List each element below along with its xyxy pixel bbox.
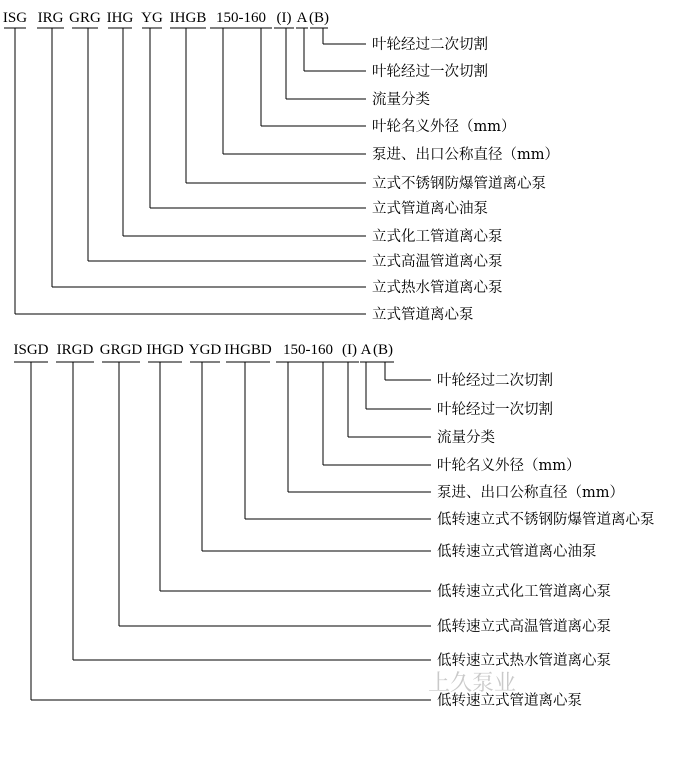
description-0-10: 立式管道离心泵 <box>372 307 474 323</box>
description-0-7: 立式化工管道离心泵 <box>372 229 503 245</box>
description-1-1: 叶轮经过一次切割 <box>437 402 553 418</box>
code-label-0-0: ISG <box>2 10 28 26</box>
watermark: 上久泵业 <box>428 671 517 696</box>
code-label-1-9: (B) <box>373 342 393 358</box>
code-label-0-5: IHGB <box>169 10 207 26</box>
description-0-6: 立式管道离心油泵 <box>372 201 488 217</box>
description-1-0: 叶轮经过二次切割 <box>437 373 553 389</box>
code-label-0-3: IHG <box>106 10 134 26</box>
code-label-1-7: (I) <box>342 342 357 358</box>
description-0-9: 立式热水管道离心泵 <box>372 280 503 296</box>
code-label-1-8: A <box>360 342 372 358</box>
code-label-1-3: IHGD <box>146 342 184 358</box>
description-0-5: 立式不锈钢防爆管道离心泵 <box>372 176 546 192</box>
code-label-0-9: (B) <box>309 10 329 26</box>
description-1-5: 低转速立式不锈钢防爆管道离心泵 <box>437 512 655 528</box>
code-label-1-6: 150-160 <box>283 342 333 358</box>
code-label-0-7: (I) <box>276 10 292 26</box>
description-1-4: 泵进、出口公称直径（mm） <box>437 485 624 501</box>
description-0-2: 流量分类 <box>372 92 430 108</box>
description-0-3: 叶轮名义外径（mm） <box>372 119 516 135</box>
description-0-4: 泵进、出口公称直径（mm） <box>372 147 559 163</box>
description-1-10: 低转速立式管道离心泵 <box>437 693 582 709</box>
description-0-8: 立式高温管道离心泵 <box>372 254 503 270</box>
code-label-0-4: YG <box>141 10 163 26</box>
code-label-0-1: IRG <box>37 10 64 26</box>
code-label-1-1: IRGD <box>56 342 94 358</box>
description-1-2: 流量分类 <box>437 430 495 446</box>
description-1-9: 低转速立式热水管道离心泵 <box>437 653 611 669</box>
description-1-7: 低转速立式化工管道离心泵 <box>437 584 611 600</box>
code-label-1-5: IHGBD <box>224 342 272 358</box>
description-1-3: 叶轮名义外径（mm） <box>437 458 581 474</box>
code-label-0-6: 150-160 <box>216 10 266 26</box>
code-label-0-2: GRG <box>69 10 101 26</box>
code-label-0-8: A <box>296 10 308 26</box>
description-0-1: 叶轮经过一次切割 <box>372 64 488 80</box>
code-label-1-4: YGD <box>188 342 222 358</box>
description-1-6: 低转速立式管道离心油泵 <box>437 544 597 560</box>
description-1-8: 低转速立式高温管道离心泵 <box>437 619 611 635</box>
code-label-1-0: ISGD <box>13 342 49 358</box>
code-label-1-2: GRGD <box>99 342 143 358</box>
description-0-0: 叶轮经过二次切割 <box>372 37 488 53</box>
